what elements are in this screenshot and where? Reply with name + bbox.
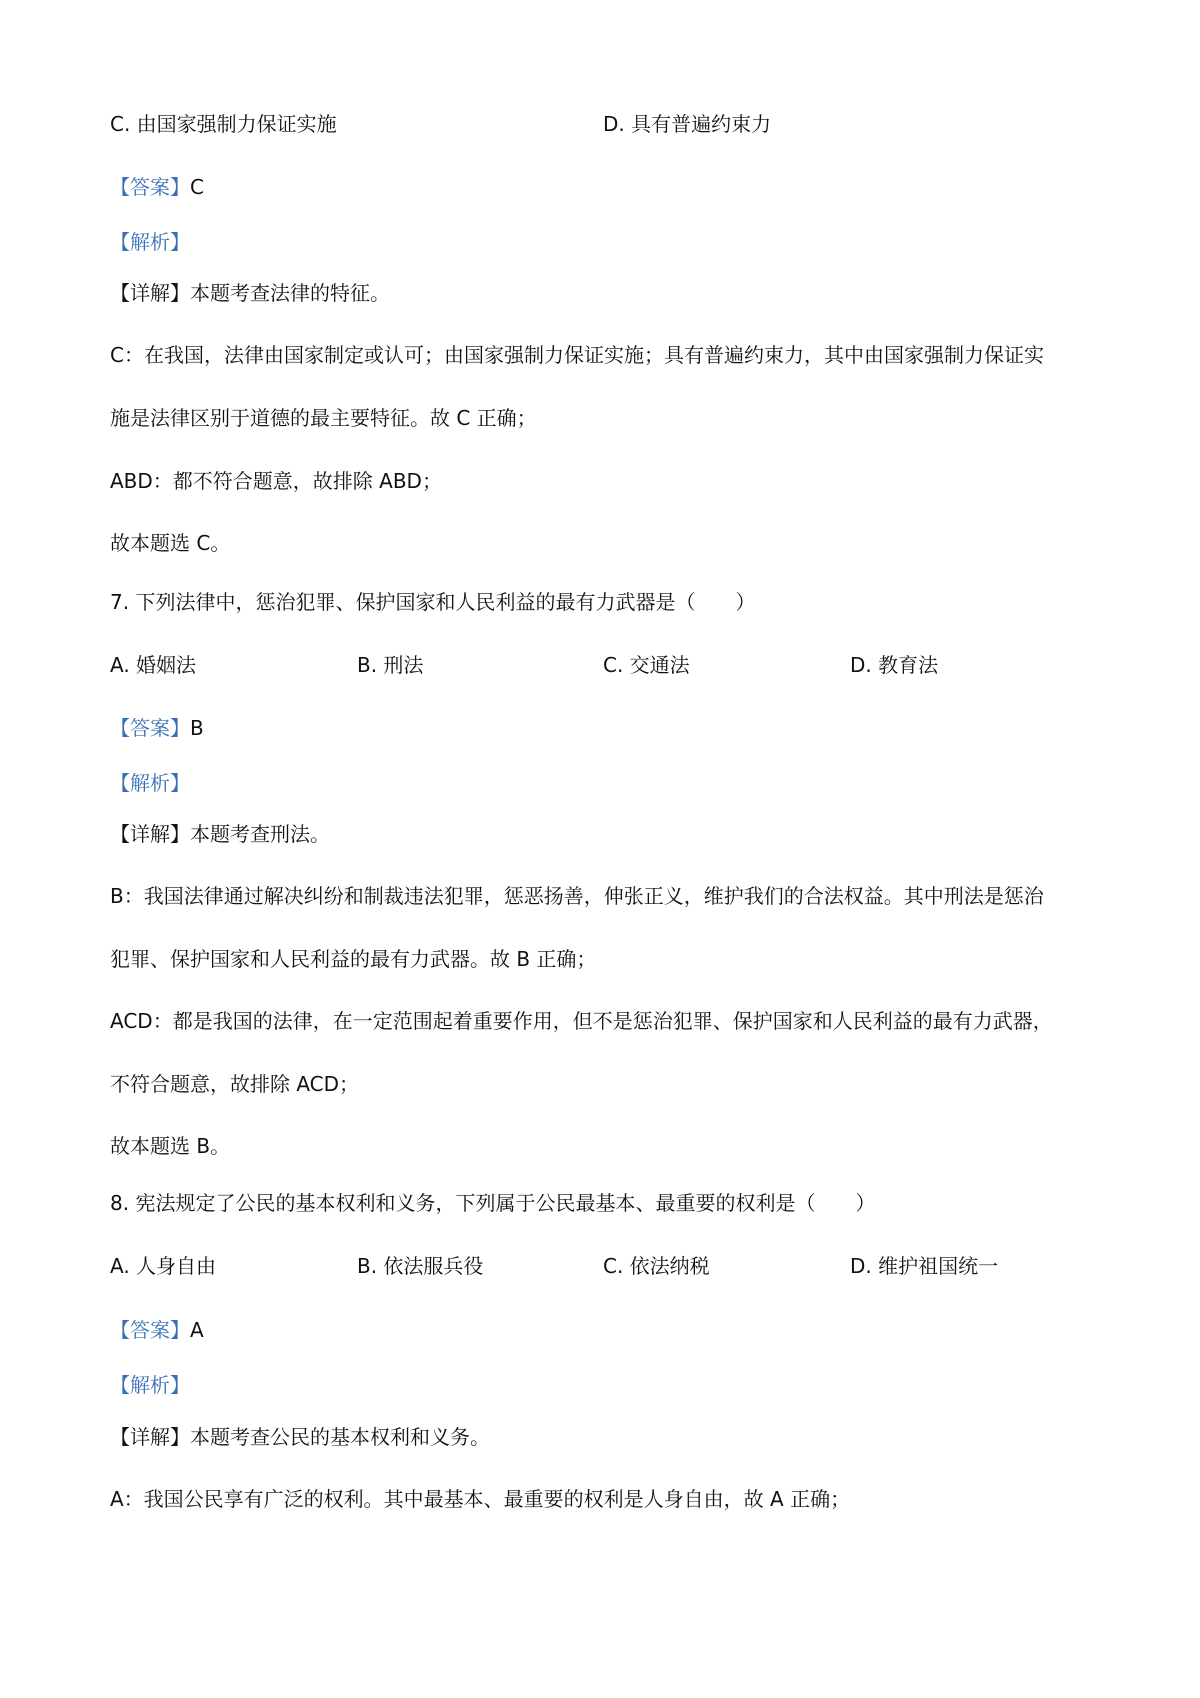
q7-option-c: C. 交通法 xyxy=(603,653,690,677)
q7-explanation-b-1: B：我国法律通过解决纠纷和制裁违法犯罪，惩恶扬善，伸张正义，维护我们的合法权益。其中刑法是惩治 xyxy=(110,884,1044,908)
q7-question: 7. 下列法律中，惩治犯罪、保护国家和人民利益的最有力武器是（ ） xyxy=(110,590,756,614)
q6-detail: 【详解】本题考查法律的特征。 xyxy=(110,281,390,305)
q6-option-c: C. 由国家强制力保证实施 xyxy=(110,112,337,136)
q7-option-a: A. 婚姻法 xyxy=(110,653,197,677)
q6-explanation-c-2: 施是法律区别于道德的最主要特征。故 C 正确； xyxy=(110,406,537,430)
q6-explanation-abd: ABD：都不符合题意，故排除 ABD； xyxy=(110,469,442,493)
q6-analysis-tag: 【解析】 xyxy=(110,230,190,254)
q8-answer xyxy=(110,1315,204,1345)
q7-detail: 【详解】本题考查刑法。 xyxy=(110,822,330,846)
q6-option-d: D. 具有普遍约束力 xyxy=(603,112,772,136)
q6-explanation-c-1: C：在我国，法律由国家制定或认可；由国家强制力保证实施；具有普遍约束力，其中由国家强制力保证实 xyxy=(110,343,1044,367)
q8-option-c: C. 依法纳税 xyxy=(603,1254,710,1278)
q8-option-b: B. 依法服兵役 xyxy=(357,1254,484,1278)
q8-option-a: A. 人身自由 xyxy=(110,1254,217,1278)
q6-conclusion: 故本题选 C。 xyxy=(110,531,231,555)
q6-answer xyxy=(110,172,204,202)
q8-detail: 【详解】本题考查公民的基本权利和义务。 xyxy=(110,1425,490,1449)
answer-tag: 【答案】 xyxy=(110,175,190,199)
q8-explanation-a: A：我国公民享有广泛的权利。其中最基本、最重要的权利是人身自由，故 A 正确； xyxy=(110,1487,851,1511)
answer-value: A xyxy=(190,1318,204,1342)
q8-question: 8. 宪法规定了公民的基本权利和义务，下列属于公民最基本、最重要的权利是（ ） xyxy=(110,1191,876,1215)
q8-option-d: D. 维护祖国统一 xyxy=(850,1254,999,1278)
q7-conclusion: 故本题选 B。 xyxy=(110,1134,231,1158)
q7-explanation-b-2: 犯罪、保护国家和人民利益的最有力武器。故 B 正确； xyxy=(110,947,597,971)
answer-tag: 【答案】 xyxy=(110,716,190,740)
answer-tag: 【答案】 xyxy=(110,1318,190,1342)
answer-value: B xyxy=(190,716,204,740)
q7-analysis-tag: 【解析】 xyxy=(110,771,190,795)
q7-explanation-acd-2: 不符合题意，故排除 ACD； xyxy=(110,1072,360,1096)
q7-answer xyxy=(110,713,204,743)
answer-value: C xyxy=(190,175,204,199)
q7-option-b: B. 刑法 xyxy=(357,653,424,677)
q8-analysis-tag: 【解析】 xyxy=(110,1373,190,1397)
q7-option-d: D. 教育法 xyxy=(850,653,939,677)
q7-explanation-acd-1: ACD：都是我国的法律，在一定范围起着重要作用，但不是惩治犯罪、保护国家和人民利益的最有力武器， xyxy=(110,1009,1053,1033)
